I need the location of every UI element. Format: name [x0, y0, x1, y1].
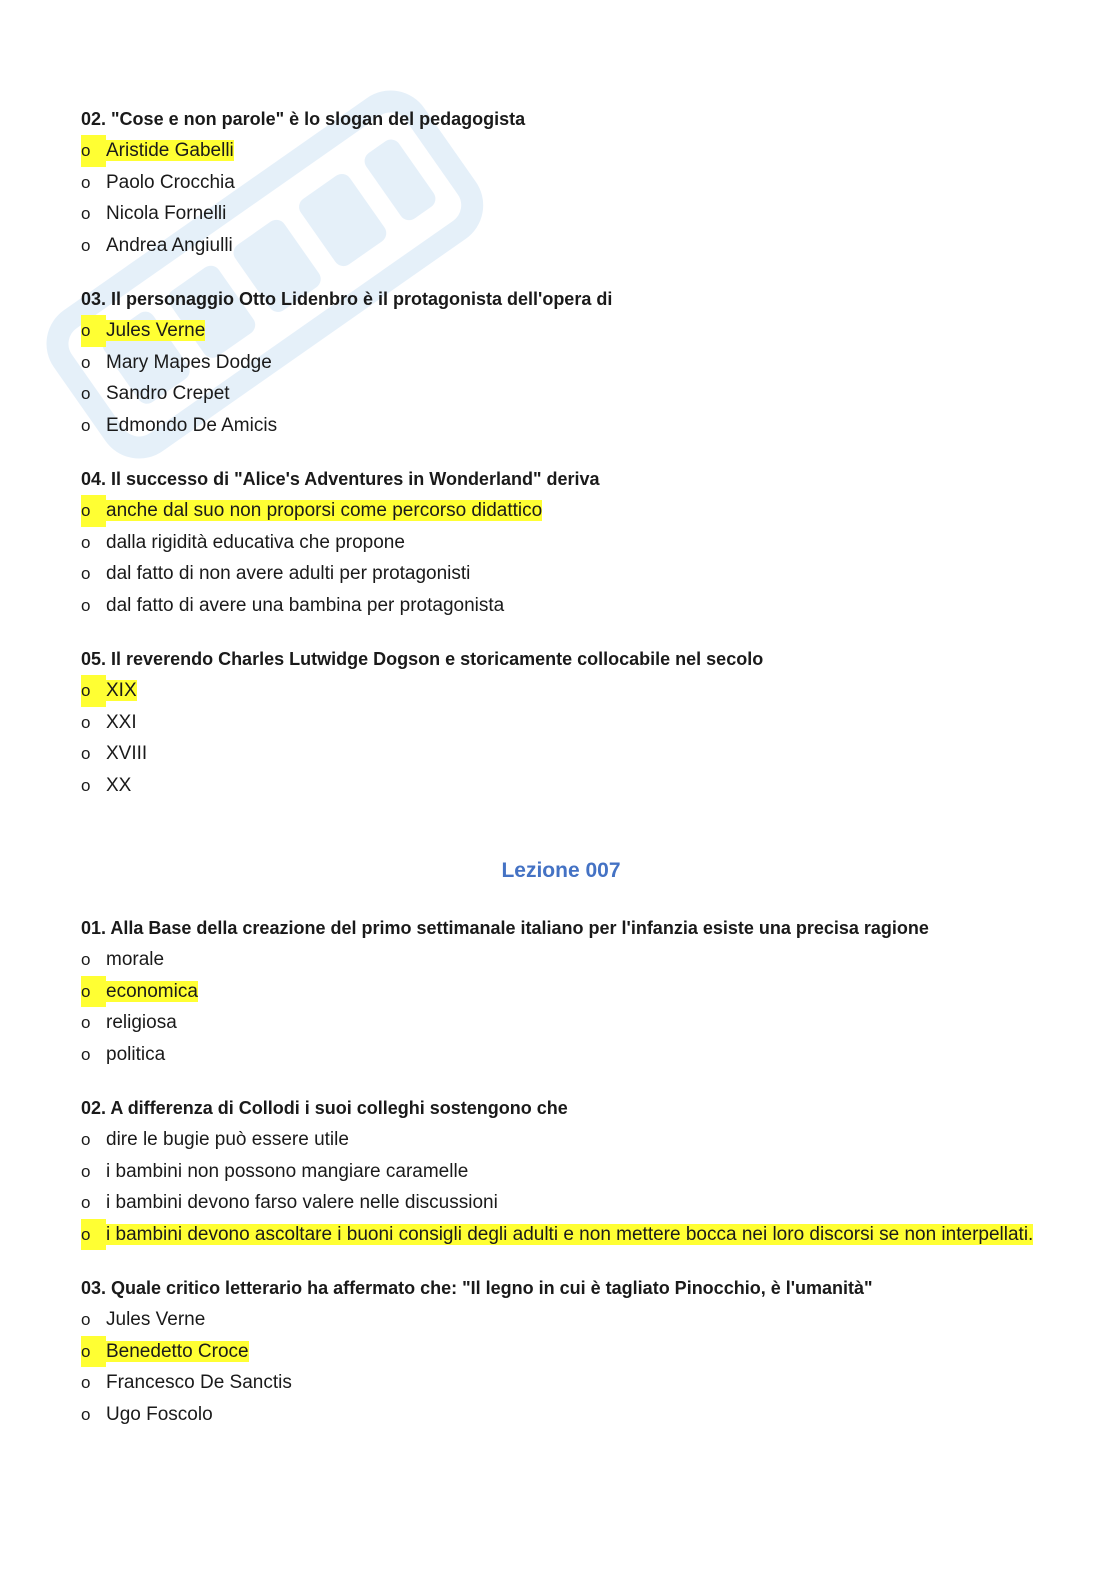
circle-bullet-icon: o	[81, 1193, 91, 1212]
answer-option	[81, 1007, 1041, 1039]
answer-option	[81, 1399, 1041, 1431]
answer-option-correct	[81, 675, 1041, 707]
question-block	[81, 284, 1041, 441]
circle-bullet-icon: o	[81, 564, 91, 583]
question-block	[81, 464, 1041, 621]
answer-option-text: Nicola Fornelli	[106, 203, 227, 224]
question-title: 04. Il successo di "Alice's Adventures in Wonderland" deriva	[81, 469, 600, 489]
answer-option-text: Ugo Foscolo	[106, 1403, 213, 1425]
question-block	[81, 104, 1041, 261]
answer-option	[81, 347, 1041, 379]
circle-bullet-icon: o	[81, 315, 106, 347]
answer-option	[81, 378, 1041, 410]
circle-bullet-icon: o	[81, 1219, 106, 1251]
answer-option-text: i bambini devono farso valere nelle discussioni	[106, 1192, 498, 1213]
answer-option-text: dal fatto di avere una bambina per protagonista	[106, 594, 505, 616]
answer-option-text: XIX	[106, 680, 137, 701]
question-block	[81, 644, 1041, 801]
answer-option-text: Paolo Crocchia	[106, 171, 235, 193]
circle-bullet-icon: o	[81, 1130, 91, 1149]
question-title: 03. Quale critico letterario ha affermato che: "Il legno in cui è tagliato Pinocchio, è l'umanità"	[81, 1278, 873, 1298]
circle-bullet-icon: o	[81, 595, 91, 615]
circle-bullet-icon: o	[81, 1404, 91, 1424]
answer-option	[81, 944, 1041, 976]
answer-option-text: anche dal suo non proporsi come percorso didattico	[106, 500, 543, 521]
document-page	[81, 104, 1041, 1453]
answer-option	[81, 558, 1041, 590]
answer-option-text: XVIII	[106, 743, 148, 764]
circle-bullet-icon: o	[81, 775, 91, 795]
question-block	[81, 1093, 1041, 1250]
circle-bullet-icon: o	[81, 712, 91, 732]
answer-option-text: Mary Mapes Dodge	[106, 351, 272, 373]
answer-option-text: Edmondo De Amicis	[106, 414, 278, 436]
answer-option-text: dal fatto di non avere adulti per protagonisti	[106, 563, 471, 584]
answer-option	[81, 230, 1041, 262]
answer-option-text: Benedetto Croce	[106, 1340, 249, 1362]
answer-option	[81, 770, 1041, 802]
answer-option-text: economica	[106, 980, 198, 1002]
section-title: Lezione 007	[501, 859, 621, 882]
question-title: 01. Alla Base della creazione del primo settimanale italiano per l'infanzia esiste una precisa ragione	[81, 918, 929, 938]
answer-option-correct	[81, 315, 1041, 347]
answer-option-text: morale	[106, 949, 165, 970]
circle-bullet-icon: o	[81, 415, 91, 435]
circle-bullet-icon: o	[81, 1373, 91, 1392]
circle-bullet-icon: o	[81, 172, 91, 192]
question-title: 02. A differenza di Collodi i suoi colleghi sostengono che	[81, 1098, 568, 1118]
circle-bullet-icon: o	[81, 1013, 91, 1032]
answer-option	[81, 1124, 1041, 1156]
question-block	[81, 1273, 1041, 1430]
circle-bullet-icon: o	[81, 1336, 106, 1368]
answer-option	[81, 1367, 1041, 1399]
answer-option-text: XX	[106, 774, 132, 796]
answer-option-correct	[81, 135, 1041, 167]
answer-option-text: XXI	[106, 711, 137, 733]
answer-option	[81, 1039, 1041, 1071]
answer-option	[81, 590, 1041, 622]
answer-option-text: i bambini devono ascoltare i buoni consigli degli adulti e non mettere bocca nei loro discorsi se non interpellati.	[106, 1223, 1034, 1245]
answer-option-text: Jules Verne	[106, 320, 206, 341]
question-title: 03. Il personaggio Otto Lidenbro è il protagonista dell'opera di	[81, 289, 613, 309]
circle-bullet-icon: o	[81, 204, 91, 223]
answer-option	[81, 198, 1041, 230]
circle-bullet-icon: o	[81, 1161, 91, 1181]
answer-option-correct	[81, 1219, 1041, 1251]
circle-bullet-icon: o	[81, 235, 91, 255]
answer-option-text: Francesco De Sanctis	[106, 1372, 292, 1393]
circle-bullet-icon: o	[81, 744, 91, 763]
answer-option-text: Aristide Gabelli	[106, 140, 234, 161]
answer-option	[81, 410, 1041, 442]
answer-option	[81, 1304, 1041, 1336]
circle-bullet-icon: o	[81, 135, 106, 167]
answer-option	[81, 1187, 1041, 1219]
question-title: 05. Il reverendo Charles Lutwidge Dogson e storicamente collocabile nel secolo	[81, 649, 764, 669]
answer-option	[81, 738, 1041, 770]
answer-option-correct	[81, 1336, 1041, 1368]
circle-bullet-icon: o	[81, 495, 106, 527]
answer-option-text: religiosa	[106, 1012, 177, 1033]
question-block	[81, 913, 1041, 1070]
circle-bullet-icon: o	[81, 1044, 91, 1064]
question-title: 02. "Cose e non parole" è lo slogan del pedagogista	[81, 109, 526, 129]
answer-option-correct	[81, 976, 1041, 1008]
answer-option-text: Andrea Angiulli	[106, 234, 233, 256]
circle-bullet-icon: o	[81, 675, 106, 707]
answer-option	[81, 1156, 1041, 1188]
answer-option-text: Jules Verne	[106, 1309, 206, 1330]
answer-option	[81, 167, 1041, 199]
answer-option	[81, 527, 1041, 559]
circle-bullet-icon: o	[81, 976, 106, 1008]
answer-option-correct	[81, 495, 1041, 527]
circle-bullet-icon: o	[81, 1310, 91, 1329]
circle-bullet-icon: o	[81, 532, 91, 552]
answer-option-text: Sandro Crepet	[106, 383, 230, 404]
answer-option	[81, 707, 1041, 739]
circle-bullet-icon: o	[81, 384, 91, 403]
answer-option-text: i bambini non possono mangiare caramelle	[106, 1160, 469, 1182]
answer-option-text: dire le bugie può essere utile	[106, 1129, 349, 1150]
answer-option-text: politica	[106, 1043, 166, 1065]
circle-bullet-icon: o	[81, 950, 91, 969]
circle-bullet-icon: o	[81, 352, 91, 372]
answer-option-text: dalla rigidità educativa che propone	[106, 531, 405, 553]
